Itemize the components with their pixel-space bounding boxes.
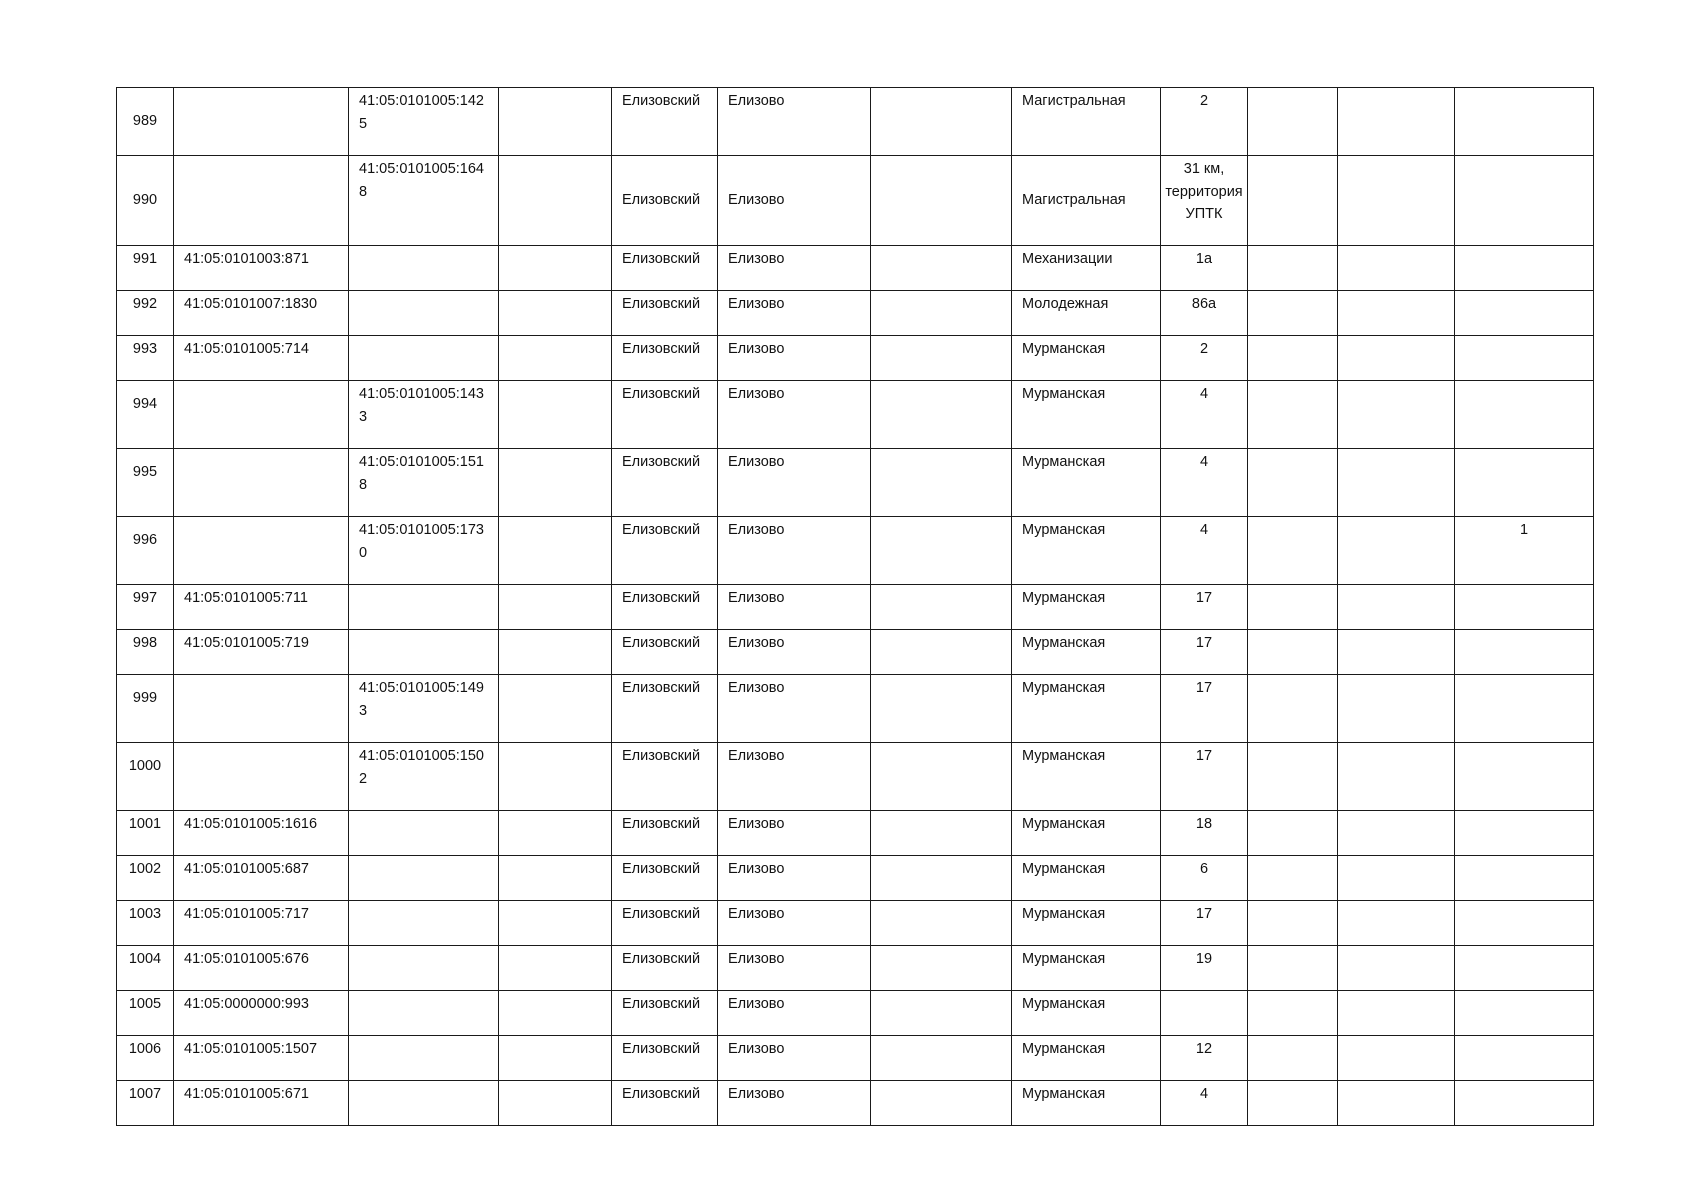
empty-cell <box>871 856 1012 901</box>
count-cell <box>1455 630 1594 675</box>
cadastral-number-alt-cell <box>349 811 499 856</box>
house-number-cell: 31 км, территория УПТК <box>1161 156 1248 246</box>
settlement-cell: Елизово <box>718 517 871 585</box>
street-cell: Мурманская <box>1012 743 1161 811</box>
row-number: 995 <box>117 449 174 517</box>
house-number-cell: 17 <box>1161 675 1248 743</box>
district-cell: Елизовский <box>612 336 718 381</box>
street-cell: Мурманская <box>1012 381 1161 449</box>
empty-cell <box>871 1036 1012 1081</box>
row-number: 1005 <box>117 991 174 1036</box>
settlement-cell: Елизово <box>718 743 871 811</box>
cadastral-number-alt-cell <box>349 291 499 336</box>
house-number-cell: 18 <box>1161 811 1248 856</box>
empty-cell <box>1248 336 1338 381</box>
settlement-cell: Елизово <box>718 901 871 946</box>
empty-cell <box>871 946 1012 991</box>
count-cell <box>1455 856 1594 901</box>
cadastral-number-cell: 41:05:0101005:717 <box>174 901 349 946</box>
empty-cell <box>871 336 1012 381</box>
empty-cell <box>1338 291 1455 336</box>
house-number-cell: 17 <box>1161 743 1248 811</box>
street-cell: Мурманская <box>1012 1036 1161 1081</box>
street-cell: Мурманская <box>1012 901 1161 946</box>
street-cell: Мурманская <box>1012 1081 1161 1126</box>
cadastral-number-alt-cell: 41:05:0101005:1493 <box>349 675 499 743</box>
house-number-cell <box>1161 991 1248 1036</box>
count-cell <box>1455 156 1594 246</box>
empty-cell <box>499 381 612 449</box>
settlement-cell: Елизово <box>718 1036 871 1081</box>
cadastral-number-alt-cell <box>349 901 499 946</box>
table-row <box>117 585 1594 630</box>
empty-cell <box>871 1081 1012 1126</box>
empty-cell <box>1248 246 1338 291</box>
row-number: 996 <box>117 517 174 585</box>
district-cell: Елизовский <box>612 246 718 291</box>
empty-cell <box>1338 88 1455 156</box>
street-cell: Молодежная <box>1012 291 1161 336</box>
empty-cell <box>1338 517 1455 585</box>
table-row <box>117 156 1594 246</box>
table-row <box>117 517 1594 585</box>
house-number-cell: 2 <box>1161 336 1248 381</box>
empty-cell <box>1248 811 1338 856</box>
cadastral-number-cell: 41:05:0101005:687 <box>174 856 349 901</box>
district-cell: Елизовский <box>612 517 718 585</box>
empty-cell <box>499 811 612 856</box>
empty-cell <box>1338 156 1455 246</box>
count-cell <box>1455 675 1594 743</box>
empty-cell <box>871 156 1012 246</box>
empty-cell <box>499 246 612 291</box>
table-row <box>117 1081 1594 1126</box>
empty-cell <box>1338 449 1455 517</box>
table-row <box>117 946 1594 991</box>
count-cell <box>1455 381 1594 449</box>
empty-cell <box>1248 156 1338 246</box>
settlement-cell: Елизово <box>718 381 871 449</box>
empty-cell <box>871 675 1012 743</box>
empty-cell <box>871 88 1012 156</box>
house-number-cell: 4 <box>1161 381 1248 449</box>
empty-cell <box>871 585 1012 630</box>
district-cell: Елизовский <box>612 1081 718 1126</box>
street-cell: Механизации <box>1012 246 1161 291</box>
empty-cell <box>499 675 612 743</box>
empty-cell <box>1248 291 1338 336</box>
empty-cell <box>499 743 612 811</box>
empty-cell <box>1248 743 1338 811</box>
empty-cell <box>1338 246 1455 291</box>
cadastral-number-alt-cell: 41:05:0101005:1433 <box>349 381 499 449</box>
street-cell: Мурманская <box>1012 675 1161 743</box>
cadastral-number-cell: 41:05:0101005:676 <box>174 946 349 991</box>
street-cell: Мурманская <box>1012 517 1161 585</box>
empty-cell <box>871 991 1012 1036</box>
empty-cell <box>1248 856 1338 901</box>
cadastral-number-cell <box>174 381 349 449</box>
empty-cell <box>1338 743 1455 811</box>
district-cell: Елизовский <box>612 585 718 630</box>
empty-cell <box>1248 517 1338 585</box>
count-cell <box>1455 1081 1594 1126</box>
house-number-cell: 4 <box>1161 517 1248 585</box>
settlement-cell: Елизово <box>718 991 871 1036</box>
street-cell: Мурманская <box>1012 585 1161 630</box>
settlement-cell: Елизово <box>718 585 871 630</box>
empty-cell <box>871 381 1012 449</box>
district-cell: Елизовский <box>612 811 718 856</box>
table-row <box>117 88 1594 156</box>
empty-cell <box>1248 88 1338 156</box>
empty-cell <box>1338 901 1455 946</box>
street-cell: Мурманская <box>1012 336 1161 381</box>
street-cell: Мурманская <box>1012 630 1161 675</box>
cadastral-number-cell <box>174 88 349 156</box>
cadastral-number-cell: 41:05:0101003:871 <box>174 246 349 291</box>
cadastral-number-alt-cell: 41:05:0101005:1502 <box>349 743 499 811</box>
cadastral-number-cell: 41:05:0101005:714 <box>174 336 349 381</box>
settlement-cell: Елизово <box>718 630 871 675</box>
count-cell <box>1455 1036 1594 1081</box>
property-register-table <box>116 87 1594 1126</box>
empty-cell <box>499 449 612 517</box>
district-cell: Елизовский <box>612 449 718 517</box>
empty-cell <box>499 88 612 156</box>
empty-cell <box>1248 1036 1338 1081</box>
empty-cell <box>1248 449 1338 517</box>
empty-cell <box>1338 585 1455 630</box>
cadastral-number-cell: 41:05:0101005:719 <box>174 630 349 675</box>
empty-cell <box>871 291 1012 336</box>
count-cell <box>1455 946 1594 991</box>
cadastral-number-alt-cell <box>349 991 499 1036</box>
cadastral-number-alt-cell <box>349 856 499 901</box>
empty-cell <box>499 991 612 1036</box>
cadastral-number-alt-cell <box>349 946 499 991</box>
house-number-cell: 17 <box>1161 630 1248 675</box>
empty-cell <box>871 517 1012 585</box>
empty-cell <box>871 901 1012 946</box>
count-cell <box>1455 811 1594 856</box>
house-number-cell: 4 <box>1161 449 1248 517</box>
settlement-cell: Елизово <box>718 291 871 336</box>
empty-cell <box>1338 336 1455 381</box>
empty-cell <box>499 856 612 901</box>
cadastral-number-alt-cell <box>349 585 499 630</box>
count-cell <box>1455 291 1594 336</box>
empty-cell <box>1338 675 1455 743</box>
cadastral-number-alt-cell: 41:05:0101005:1518 <box>349 449 499 517</box>
cadastral-number-alt-cell <box>349 336 499 381</box>
table-row <box>117 1036 1594 1081</box>
empty-cell <box>499 517 612 585</box>
empty-cell <box>499 946 612 991</box>
house-number-cell: 17 <box>1161 901 1248 946</box>
table-row <box>117 291 1594 336</box>
house-number-cell: 2 <box>1161 88 1248 156</box>
count-cell <box>1455 743 1594 811</box>
row-number: 1001 <box>117 811 174 856</box>
row-number: 990 <box>117 156 174 246</box>
table-row <box>117 449 1594 517</box>
empty-cell <box>1248 675 1338 743</box>
empty-cell <box>871 630 1012 675</box>
empty-cell <box>499 1036 612 1081</box>
cadastral-number-cell: 41:05:0101005:1616 <box>174 811 349 856</box>
table-row <box>117 743 1594 811</box>
table-row <box>117 856 1594 901</box>
count-cell <box>1455 901 1594 946</box>
cadastral-number-cell <box>174 517 349 585</box>
street-cell: Магистральная <box>1012 156 1161 246</box>
settlement-cell: Елизово <box>718 946 871 991</box>
district-cell: Елизовский <box>612 156 718 246</box>
empty-cell <box>499 1081 612 1126</box>
district-cell: Елизовский <box>612 856 718 901</box>
house-number-cell: 19 <box>1161 946 1248 991</box>
empty-cell <box>1338 1036 1455 1081</box>
empty-cell <box>499 336 612 381</box>
house-number-cell: 17 <box>1161 585 1248 630</box>
row-number: 1007 <box>117 1081 174 1126</box>
cadastral-number-alt-cell: 41:05:0101005:1730 <box>349 517 499 585</box>
street-cell: Мурманская <box>1012 449 1161 517</box>
table-body <box>117 88 1594 1126</box>
table-row <box>117 630 1594 675</box>
empty-cell <box>499 585 612 630</box>
empty-cell <box>1338 630 1455 675</box>
district-cell: Елизовский <box>612 743 718 811</box>
count-cell <box>1455 246 1594 291</box>
district-cell: Елизовский <box>612 381 718 449</box>
count-cell <box>1455 336 1594 381</box>
district-cell: Елизовский <box>612 991 718 1036</box>
row-number: 991 <box>117 246 174 291</box>
cadastral-number-alt-cell: 41:05:0101005:1648 <box>349 156 499 246</box>
table-row <box>117 901 1594 946</box>
row-number: 999 <box>117 675 174 743</box>
district-cell: Елизовский <box>612 1036 718 1081</box>
table-row <box>117 811 1594 856</box>
house-number-cell: 86а <box>1161 291 1248 336</box>
empty-cell <box>1248 381 1338 449</box>
district-cell: Елизовский <box>612 946 718 991</box>
row-number: 992 <box>117 291 174 336</box>
empty-cell <box>1338 856 1455 901</box>
row-number: 993 <box>117 336 174 381</box>
cadastral-number-cell <box>174 156 349 246</box>
table-row <box>117 336 1594 381</box>
cadastral-number-alt-cell <box>349 1081 499 1126</box>
district-cell: Елизовский <box>612 630 718 675</box>
empty-cell <box>1248 901 1338 946</box>
cadastral-number-cell: 41:05:0101005:711 <box>174 585 349 630</box>
table-row <box>117 381 1594 449</box>
street-cell: Мурманская <box>1012 811 1161 856</box>
cadastral-number-cell <box>174 675 349 743</box>
settlement-cell: Елизово <box>718 856 871 901</box>
empty-cell <box>1338 991 1455 1036</box>
street-cell: Мурманская <box>1012 946 1161 991</box>
settlement-cell: Елизово <box>718 88 871 156</box>
settlement-cell: Елизово <box>718 449 871 517</box>
empty-cell <box>499 156 612 246</box>
empty-cell <box>871 743 1012 811</box>
empty-cell <box>871 811 1012 856</box>
count-cell <box>1455 585 1594 630</box>
district-cell: Елизовский <box>612 291 718 336</box>
empty-cell <box>871 449 1012 517</box>
settlement-cell: Елизово <box>718 156 871 246</box>
settlement-cell: Елизово <box>718 675 871 743</box>
table-row <box>117 246 1594 291</box>
settlement-cell: Елизово <box>718 1081 871 1126</box>
street-cell: Мурманская <box>1012 856 1161 901</box>
count-cell <box>1455 88 1594 156</box>
row-number: 997 <box>117 585 174 630</box>
cadastral-number-alt-cell: 41:05:0101005:1425 <box>349 88 499 156</box>
empty-cell <box>1248 946 1338 991</box>
row-number: 994 <box>117 381 174 449</box>
district-cell: Елизовский <box>612 88 718 156</box>
settlement-cell: Елизово <box>718 336 871 381</box>
street-cell: Магистральная <box>1012 88 1161 156</box>
empty-cell <box>499 291 612 336</box>
house-number-cell: 12 <box>1161 1036 1248 1081</box>
count-cell: 1 <box>1455 517 1594 585</box>
empty-cell <box>1338 946 1455 991</box>
cadastral-number-cell <box>174 743 349 811</box>
row-number: 1003 <box>117 901 174 946</box>
row-number: 1006 <box>117 1036 174 1081</box>
row-number: 989 <box>117 88 174 156</box>
cadastral-number-alt-cell <box>349 630 499 675</box>
cadastral-number-alt-cell <box>349 1036 499 1081</box>
count-cell <box>1455 991 1594 1036</box>
cadastral-number-alt-cell <box>349 246 499 291</box>
cadastral-number-cell: 41:05:0000000:993 <box>174 991 349 1036</box>
district-cell: Елизовский <box>612 901 718 946</box>
empty-cell <box>1248 630 1338 675</box>
table-row <box>117 991 1594 1036</box>
row-number: 1004 <box>117 946 174 991</box>
row-number: 1000 <box>117 743 174 811</box>
empty-cell <box>499 901 612 946</box>
district-cell: Елизовский <box>612 675 718 743</box>
empty-cell <box>1338 1081 1455 1126</box>
empty-cell <box>499 630 612 675</box>
empty-cell <box>871 246 1012 291</box>
cadastral-number-cell: 41:05:0101007:1830 <box>174 291 349 336</box>
cadastral-number-cell: 41:05:0101005:671 <box>174 1081 349 1126</box>
empty-cell <box>1248 991 1338 1036</box>
settlement-cell: Елизово <box>718 811 871 856</box>
house-number-cell: 6 <box>1161 856 1248 901</box>
cadastral-number-cell <box>174 449 349 517</box>
empty-cell <box>1338 381 1455 449</box>
house-number-cell: 4 <box>1161 1081 1248 1126</box>
house-number-cell: 1а <box>1161 246 1248 291</box>
cadastral-number-cell: 41:05:0101005:1507 <box>174 1036 349 1081</box>
empty-cell <box>1248 1081 1338 1126</box>
table-row <box>117 675 1594 743</box>
empty-cell <box>1248 585 1338 630</box>
row-number: 998 <box>117 630 174 675</box>
count-cell <box>1455 449 1594 517</box>
row-number: 1002 <box>117 856 174 901</box>
empty-cell <box>1338 811 1455 856</box>
settlement-cell: Елизово <box>718 246 871 291</box>
street-cell: Мурманская <box>1012 991 1161 1036</box>
